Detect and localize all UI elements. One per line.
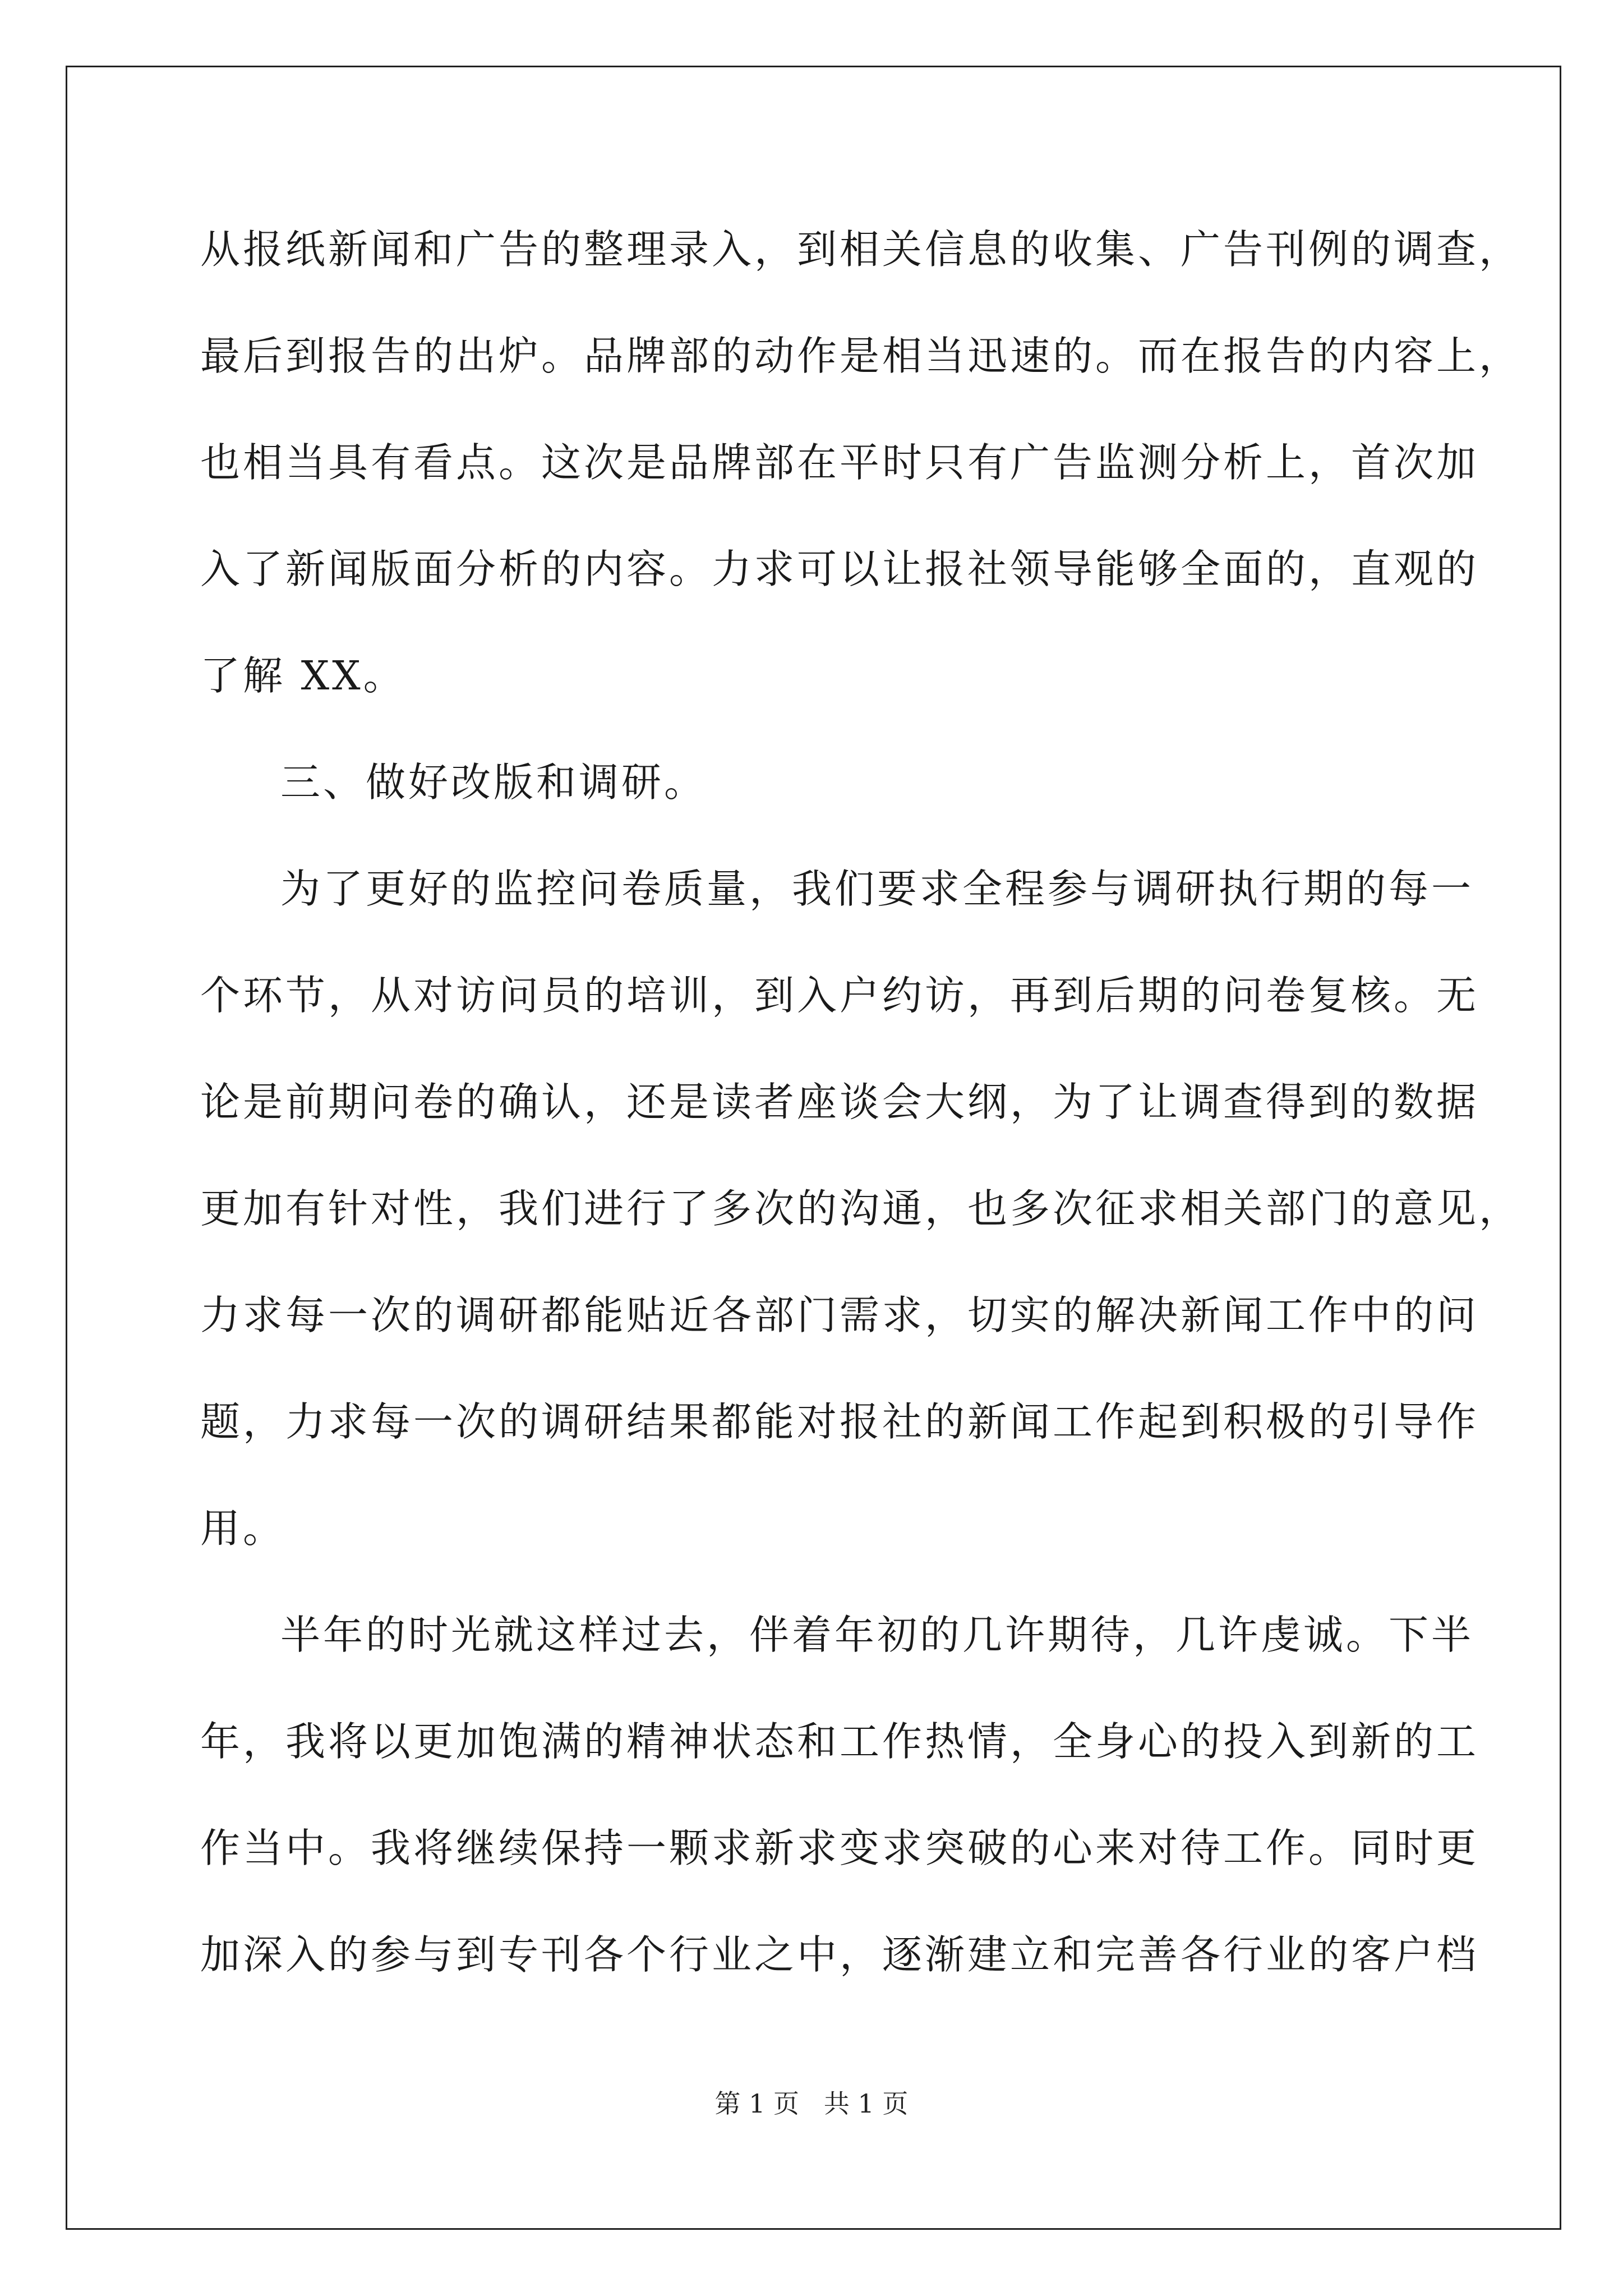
- text-line: 力求每一次的调研都能贴近各部门需求，切实的解决新闻工作中的问: [200, 1292, 1479, 1338]
- text-line: 为了更好的监控问卷质量，我们要求全程参与调研执行期的每一: [280, 866, 1474, 912]
- text-line: 也相当具有看点。这次是品牌部在平时只有广告监测分析上，首次加: [200, 439, 1479, 486]
- text-line: 半年的时光就这样过去，伴着年初的几许期待，几许虔诚。下半: [280, 1612, 1474, 1658]
- page-border: [66, 66, 1561, 2230]
- text-line: 从报纸新闻和广告的整理录入，到相关信息的收集、广告刊例的调查，: [200, 226, 1522, 273]
- text-line: 入了新闻版面分析的内容。力求可以让报社领导能够全面的，直观的: [200, 546, 1479, 592]
- text-line: 年，我将以更加饱满的精神状态和工作热情，全身心的投入到新的工: [200, 1718, 1479, 1765]
- text-line: 个环节，从对访问员的培训，到入户约访，再到后期的问卷复核。无: [200, 972, 1479, 1019]
- text-line: 了解 XX。: [200, 652, 406, 699]
- text-line: 作当中。我将继续保持一颗求新求变求突破的心来对待工作。同时更: [200, 1825, 1479, 1871]
- text-line: 论是前期问卷的确认，还是读者座谈会大纲，为了让调查得到的数据: [200, 1079, 1479, 1125]
- text-line: 用。: [200, 1505, 286, 1552]
- text-line: 最后到报告的出炉。品牌部的动作是相当迅速的。而在报告的内容上，: [200, 333, 1522, 379]
- page-number-footer: 第 1 页 共 1 页: [714, 2088, 909, 2119]
- text-line: 加深入的参与到专刊各个行业之中，逐渐建立和完善各行业的客户档: [200, 1931, 1479, 1978]
- text-line: 题，力求每一次的调研结果都能对报社的新闻工作起到积极的引导作: [200, 1398, 1479, 1445]
- text-line: 更加有针对性，我们进行了多次的沟通，也多次征求相关部门的意见，: [200, 1185, 1522, 1232]
- section-heading: 三、做好改版和调研。: [280, 759, 707, 806]
